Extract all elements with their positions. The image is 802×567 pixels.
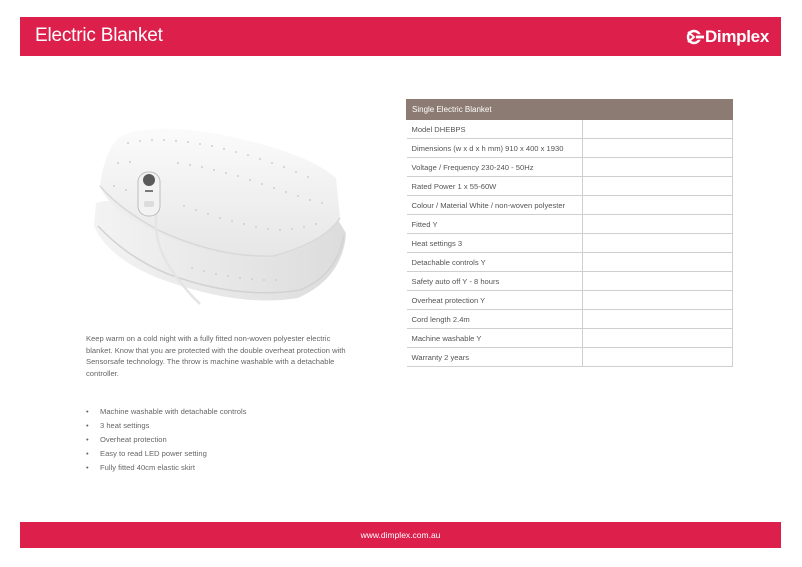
- bullet: •: [86, 435, 89, 444]
- spec-table-header-row: [407, 100, 733, 120]
- page-title: Electric Blanket: [35, 25, 163, 46]
- table-row: [407, 158, 733, 177]
- spec-cell: Voltage / Frequency 230-240 - 50Hz: [407, 158, 583, 177]
- spec-cell: Machine washable Y: [407, 329, 583, 348]
- spec-value-cell: [582, 196, 733, 215]
- list-item: [86, 419, 246, 433]
- feature-text: 3 heat settings: [100, 421, 150, 430]
- table-row: [407, 310, 733, 329]
- spec-value-cell: [582, 177, 733, 196]
- feature-list: [86, 405, 246, 475]
- list-item: [86, 461, 246, 475]
- list-item: [86, 405, 246, 419]
- spec-cell: Dimensions (w x d x h mm) 910 x 400 x 1930: [407, 139, 583, 158]
- spec-value-cell: [582, 272, 733, 291]
- table-row: [407, 215, 733, 234]
- table-row: [407, 329, 733, 348]
- spec-value-cell: [582, 215, 733, 234]
- spec-value-cell: [582, 329, 733, 348]
- spec-value-cell: [582, 234, 733, 253]
- table-row: [407, 177, 733, 196]
- bullet: •: [86, 449, 89, 458]
- table-row: [407, 120, 733, 139]
- controller-icon: [138, 172, 160, 216]
- list-item: [86, 433, 246, 447]
- spec-table: [406, 99, 733, 367]
- table-row: [407, 234, 733, 253]
- spec-cell: Fitted Y: [407, 215, 583, 234]
- spec-value-cell: [582, 139, 733, 158]
- table-row: [407, 253, 733, 272]
- feature-text: Overheat protection: [100, 435, 167, 444]
- feature-text: Easy to read LED power setting: [100, 449, 207, 458]
- spec-cell: Model DHEBPS: [407, 120, 583, 139]
- website-link[interactable]: www.dimplex.com.au: [360, 530, 441, 540]
- bullet: •: [86, 421, 89, 430]
- footer-bar: [20, 522, 781, 548]
- spec-value-cell: [582, 120, 733, 139]
- header-bar: [20, 17, 781, 56]
- spec-cell: Warranty 2 years: [407, 348, 583, 367]
- table-row: [407, 348, 733, 367]
- spec-cell: Heat settings 3: [407, 234, 583, 253]
- feature-text: Machine washable with detachable controls: [100, 407, 247, 416]
- spec-cell: Safety auto off Y - 8 hours: [407, 272, 583, 291]
- product-description: Keep warm on a cold night with a fully fitted non-woven polyester electric blanket. Know that you are protected with the double overheat protection with Sensorsafe technology. The throw is machine washable with a detachable controller.: [86, 334, 346, 378]
- table-row: [407, 272, 733, 291]
- spec-value-cell: [582, 158, 733, 177]
- spec-cell: Overheat protection Y: [407, 291, 583, 310]
- feature-text: Fully fitted 40cm elastic skirt: [100, 463, 195, 472]
- bullet: •: [86, 407, 89, 416]
- spec-value-cell: [582, 291, 733, 310]
- table-row: [407, 139, 733, 158]
- list-item: [86, 447, 246, 461]
- electric-blanket-image: [88, 108, 358, 318]
- spec-value-cell: [582, 310, 733, 329]
- dimplex-logo-icon: [686, 29, 704, 45]
- dimplex-logo: [686, 26, 769, 48]
- spec-table-title: Single Electric Blanket: [407, 100, 733, 120]
- table-row: [407, 196, 733, 215]
- spec-cell: Rated Power 1 x 55-60W: [407, 177, 583, 196]
- spec-cell: Cord length 2.4m: [407, 310, 583, 329]
- bullet: •: [86, 463, 89, 472]
- spec-cell: Detachable controls Y: [407, 253, 583, 272]
- table-row: [407, 291, 733, 310]
- brand-name: Dimplex: [704, 27, 769, 46]
- spec-cell: Colour / Material White / non-woven polyester: [407, 196, 583, 215]
- spec-value-cell: [582, 253, 733, 272]
- spec-value-cell: [582, 348, 733, 367]
